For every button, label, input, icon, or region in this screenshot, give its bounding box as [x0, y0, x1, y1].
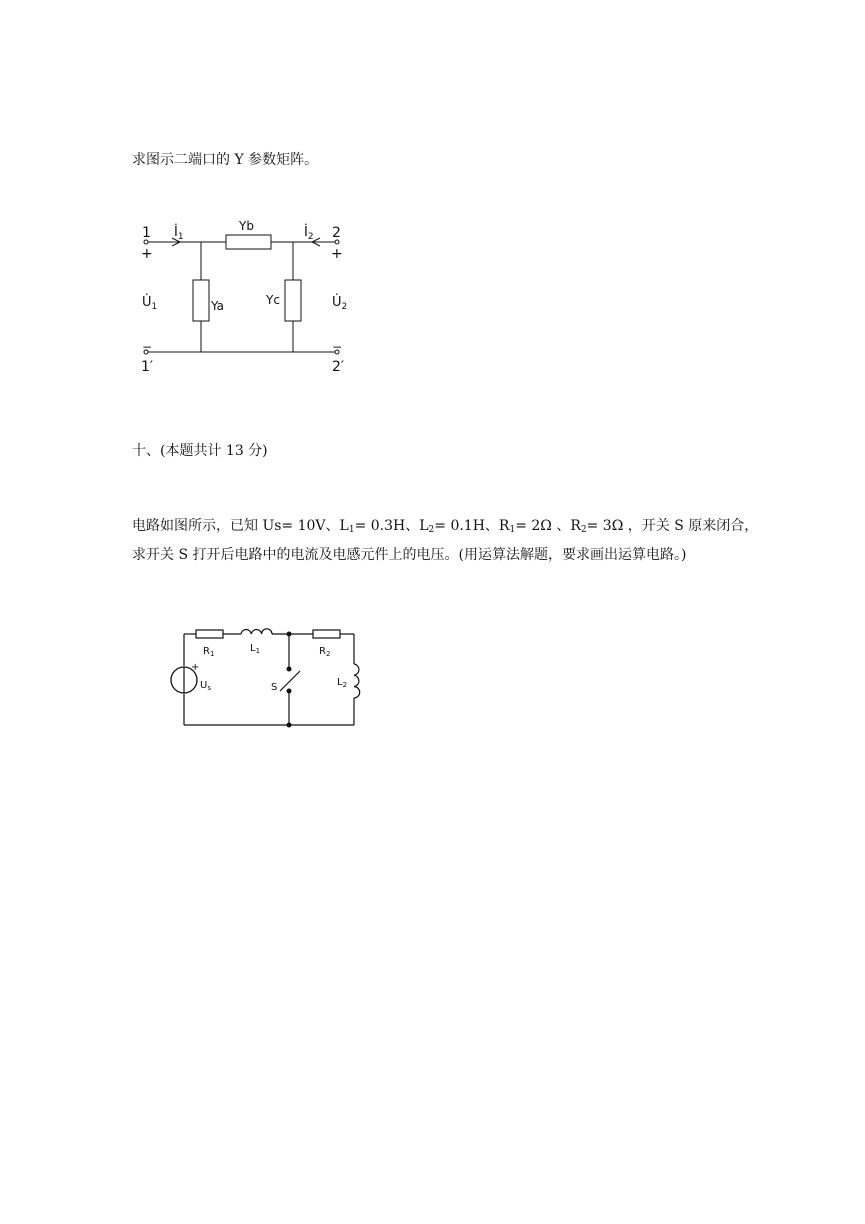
problem9-prompt: 求图示二端口的 Y 参数矩阵。	[132, 152, 319, 168]
port2-top-label: 2	[332, 225, 341, 241]
port1-top-label: 1	[142, 225, 151, 241]
l2-label: $L_2$	[337, 677, 348, 689]
port2-bottom-label: 2′	[332, 359, 345, 375]
yb-element	[226, 235, 271, 249]
ya-label: Ya	[211, 299, 225, 313]
yc-element	[285, 280, 301, 321]
l1-label: $L_1$	[250, 643, 261, 655]
i2-label: $İ_2$	[304, 225, 314, 242]
switch-contact	[287, 667, 292, 672]
switch-contact	[287, 689, 292, 694]
switch-blade	[280, 671, 300, 691]
u2-label: $U̇_2$	[332, 295, 348, 312]
u1-label: $U̇_1$	[142, 295, 158, 312]
junction-dot	[287, 723, 292, 728]
yb-label: Yb	[239, 219, 254, 233]
rl-switch-circuit-diagram	[170, 620, 370, 740]
yc-label: Yc	[266, 293, 280, 307]
two-port-network-diagram	[120, 210, 380, 390]
r2-label: $R_2$	[319, 646, 331, 658]
port1-minus: −	[142, 340, 153, 354]
problem10-heading: 十、(本题共计 13 分)	[132, 443, 268, 459]
port1-plus: +	[141, 246, 153, 262]
i1-label: $İ_1$	[174, 225, 184, 242]
port2-minus: −	[332, 340, 343, 354]
source-plus: +	[191, 662, 200, 673]
r2-element	[313, 630, 340, 638]
switch-label: S	[271, 682, 278, 693]
ya-element	[193, 280, 209, 321]
l1-element	[241, 629, 272, 634]
l2-element	[354, 664, 360, 698]
us-label: $U_s$	[200, 680, 211, 692]
problem10-line1: 电路如图所示，已知 Us= 10V、$L_1= 0.3H$、$L_2= 0.1H$、$R_1= 2\Omega$ 、$R_2= 3\Omega$ ，开关 S 原来闭合，	[132, 518, 759, 535]
r1-element	[196, 630, 223, 638]
problem10-line2: 求开关 S 打开后电路中的电流及电感元件上的电压。(用运算法解题，要求画出运算电路。)	[132, 547, 687, 563]
port1-bottom-label: 1′	[141, 359, 154, 375]
r1-label: $R_1$	[203, 646, 215, 658]
junction-dot	[287, 632, 292, 637]
port2-plus: +	[331, 246, 343, 262]
